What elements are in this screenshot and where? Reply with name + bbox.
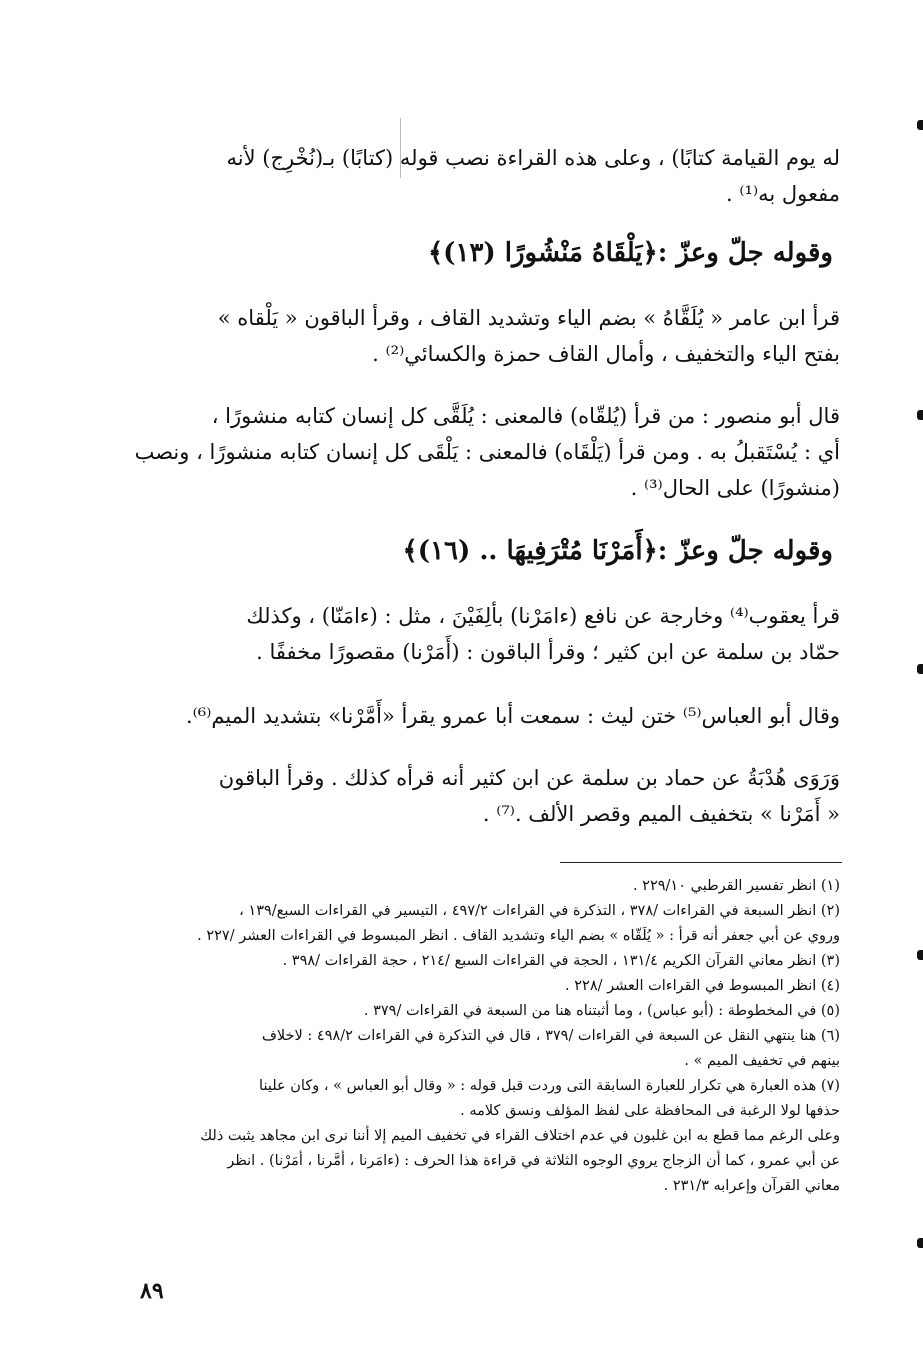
- footnote-line: (٢) انظر السبعة في القراءات /٣٧٨ ، التذكرة في القراءات ٤٩٧/٢ ، التيسير في القراءات السبع/١٣٩ ،: [239, 903, 840, 919]
- footnote-line: حذفها لولا الرغبة فى المحافظة على لفظ المؤلف ونسق كلامه .: [460, 1103, 840, 1119]
- text-line: وَرَوَى هُدْبَةُ عن حماد بن سلمة عن ابن كثير أنه قرأه كذلك . وقرأ الباقون: [218, 766, 840, 790]
- commentary-paragraph: [130, 698, 840, 734]
- footnote-line: وعلى الرغم مما قطع به ابن غلبون في عدم اختلاف القراء في تخفيف الميم إلا أننا نرى ابن مجاهد يثبت ذلك: [200, 1128, 840, 1144]
- page-number: ٨٩: [140, 1278, 164, 1304]
- text-line: أي : يُسْتَقبلُ به . ومن قرأ (يَلْقَاه) فالمعنى : يَلْقَى كل إنسان كتابه منشورًا ، ونصب: [134, 440, 840, 464]
- footnotes: [132, 874, 840, 1199]
- reading-paragraph: [130, 760, 840, 832]
- verse-heading: وقوله جلّ وعزّ :﴿يَلْقَاهُ مَنْشُورًا (١٣)﴾: [427, 238, 833, 268]
- text-line: وقال أبو العباس⁽⁵⁾ ختن ليث : سمعت أبا عمرو يقرأ «أَمَّرْنا» بتشديد الميم⁽⁶⁾.: [185, 704, 840, 728]
- text-line: قرأ ابن عامر « يُلَقَّاهُ » بضم الياء وتشديد القاف ، وقرأ الباقون « يَلْقاه »: [217, 306, 840, 330]
- binding-mark: [917, 664, 923, 674]
- footnote-line: (٦) هنا ينتهي النقل عن السبعة في القراءات /٣٧٩ ، قال في التذكرة في القراءات ٤٩٨/٢ : لاخلاف: [261, 1028, 840, 1044]
- binding-mark: [917, 1238, 923, 1248]
- footnote-line: وروي عن أبي جعفر أنه قرأ : « يُلَقّاه » بضم الياء وتشديد القاف . انظر المبسوط في القراءات العشر /٢٢٧ .: [197, 928, 840, 944]
- footnote-line: بينهم في تخفيف الميم » .: [684, 1053, 840, 1069]
- binding-mark: [917, 950, 923, 960]
- reading-paragraph: [130, 300, 840, 372]
- footnote-line: (٣) انظر معاني القرآن الكريم ١٣١/٤ ، الحجة في القراءات السبع /٢١٤ ، حجة القراءات /٣٩٨ .: [282, 953, 840, 969]
- text-line: مفعول به⁽¹⁾ .: [726, 182, 840, 206]
- text-line: له يوم القيامة كتابًا) ، وعلى هذه القراءة نصب قوله (كتابًا) بـ(نُخْرِج) لأنه: [226, 146, 840, 170]
- text-line: بفتح الياء والتخفيف ، وأمال القاف حمزة والكسائي⁽²⁾ .: [372, 342, 840, 366]
- footnote-line: معاني القرآن وإعرابه ٢٣١/٣ .: [663, 1178, 840, 1194]
- verse-heading: وقوله جلّ وعزّ :﴿أَمَرْنَا مُتْرَفِيهَا .. (١٦)﴾: [402, 536, 833, 566]
- reading-paragraph: [130, 598, 840, 670]
- footnote-line: (١) انظر تفسير القرطبي ٢٢٩/١٠ .: [632, 878, 840, 894]
- binding-mark: [917, 410, 923, 420]
- binding-mark: [917, 120, 923, 130]
- text-line: حمّاد بن سلمة عن ابن كثير ؛ وقرأ الباقون : (أَمَرْنا) مقصورًا مخففًا .: [256, 640, 840, 664]
- commentary-paragraph: [130, 398, 840, 506]
- intro-paragraph: [130, 140, 840, 212]
- footnote-line: عن أبي عمرو ، كما أن الزجاج يروي الوجوه الثلاثة في قراءة هذا الحرف : (ءامَرنا ، أمَّرنا ، أمَرْنا) . انظر: [227, 1153, 840, 1169]
- text-line: قرأ يعقوب⁽⁴⁾ وخارجة عن نافع (ءامَرْنا) بألِفَيْنَ ، مثل : (ءامَنّا) ، وكذلك: [246, 604, 840, 628]
- footnote-line: (٧) هذه العبارة هي تكرار للعبارة السابقة التى وردت قبل قوله : « وقال أبو العباس » ، وكان علينا: [259, 1078, 840, 1094]
- text-line: (منشورًا) على الحال⁽³⁾ .: [630, 476, 840, 500]
- text-line: « أَمَرْنا » بتخفيف الميم وقصر الألف .⁽⁷⁾ .: [482, 802, 840, 826]
- footnote-separator: [560, 862, 842, 863]
- footnote-line: (٥) في المخطوطة : (أبو عباس) ، وما أثبتناه هنا من السبعة في القراءات /٣٧٩ .: [363, 1003, 840, 1019]
- text-line: قال أبو منصور : من قرأ (يُلقّاه) فالمعنى : يُلَقَّى كل إنسان كتابه منشورًا ،: [211, 404, 840, 428]
- footnote-line: (٤) انظر المبسوط في القراءات العشر /٢٢٨ .: [565, 978, 840, 994]
